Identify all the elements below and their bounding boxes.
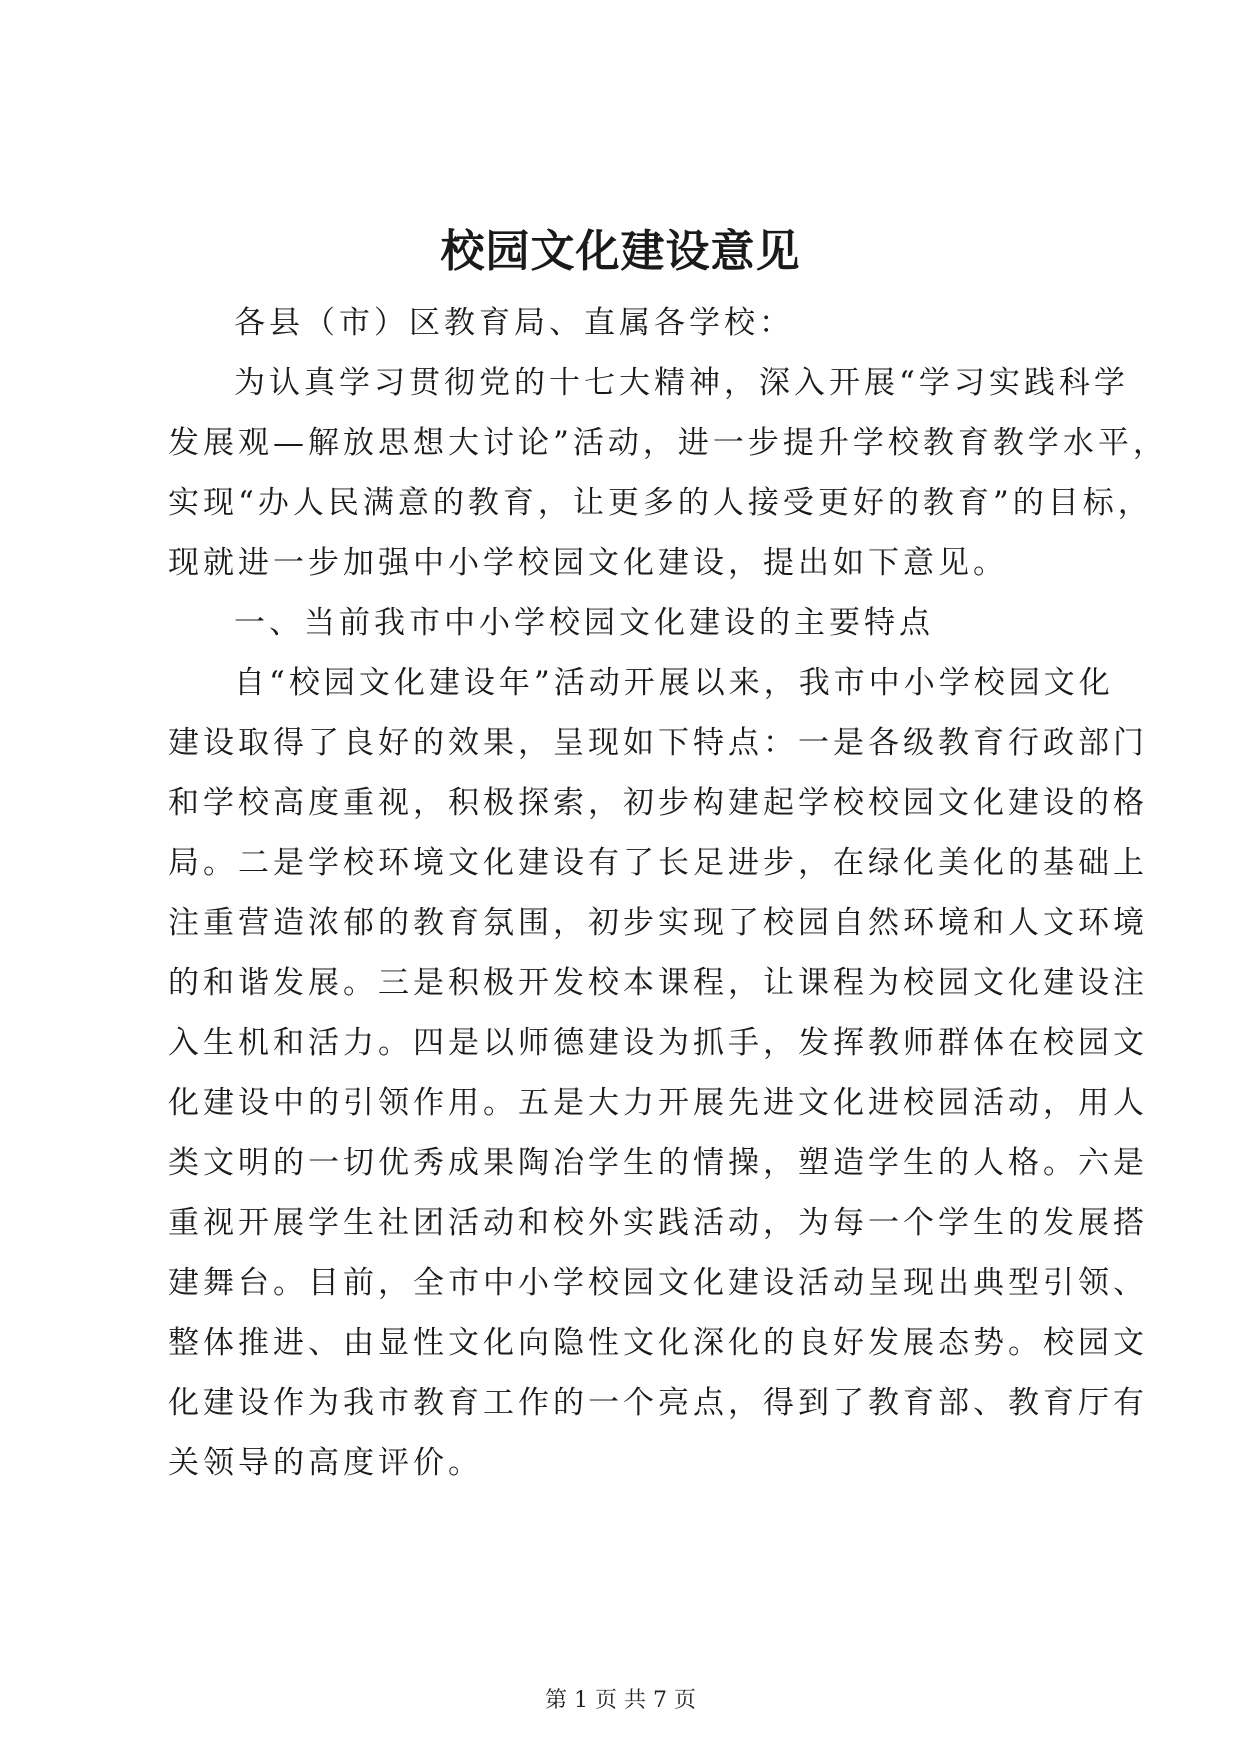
salutation-line: 各县（市）区教育局、直属各学校： [234, 305, 794, 341]
paragraph-line: 发展观—解放思想大讨论”活动，进一步提升学校教育教学水平， [168, 425, 1168, 461]
paragraph-line: 的和谐发展。三是积极开发校本课程，让课程为校园文化建设注 [168, 965, 1148, 1001]
paragraph-line: 重视开展学生社团活动和校外实践活动，为每一个学生的发展搭 [168, 1205, 1148, 1241]
page-number: 第 1 页 共 7 页 [545, 1688, 696, 1713]
paragraph-line: 注重营造浓郁的教育氛围，初步实现了校园自然环境和人文环境 [168, 905, 1148, 941]
paragraph-line: 建设取得了良好的效果，呈现如下特点：一是各级教育行政部门 [168, 725, 1148, 761]
paragraph-line: 现就进一步加强中小学校园文化建设，提出如下意见。 [168, 545, 1008, 581]
paragraph-line: 类文明的一切优秀成果陶冶学生的情操，塑造学生的人格。六是 [168, 1145, 1148, 1181]
paragraph-line: 化建设作为我市教育工作的一个亮点，得到了教育部、教育厅有 [168, 1385, 1148, 1421]
paragraph-line: 关领导的高度评价。 [168, 1445, 483, 1481]
document-title: 校园文化建设意见 [440, 226, 801, 277]
paragraph-line: 整体推进、由显性文化向隐性文化深化的良好发展态势。校园文 [168, 1325, 1148, 1361]
section-heading: 一、当前我市中小学校园文化建设的主要特点 [234, 605, 934, 641]
paragraph-line: 实现“办人民满意的教育，让更多的人接受更好的教育”的目标， [168, 485, 1153, 521]
paragraph-line: 和学校高度重视，积极探索，初步构建起学校校园文化建设的格 [168, 785, 1148, 821]
paragraph-line: 入生机和活力。四是以师德建设为抓手，发挥教师群体在校园文 [168, 1025, 1148, 1061]
paragraph-line: 建舞台。目前，全市中小学校园文化建设活动呈现出典型引领、 [168, 1265, 1148, 1301]
paragraph-line: 化建设中的引领作用。五是大力开展先进文化进校园活动，用人 [168, 1085, 1148, 1121]
paragraph-line: 自“校园文化建设年”活动开展以来，我市中小学校园文化 [234, 665, 1114, 701]
paragraph-line: 为认真学习贯彻党的十七大精神，深入开展“学习实践科学 [234, 365, 1129, 401]
document-body [168, 293, 1168, 1493]
paragraph-line: 局。二是学校环境文化建设有了长足进步，在绿化美化的基础上 [168, 845, 1148, 881]
